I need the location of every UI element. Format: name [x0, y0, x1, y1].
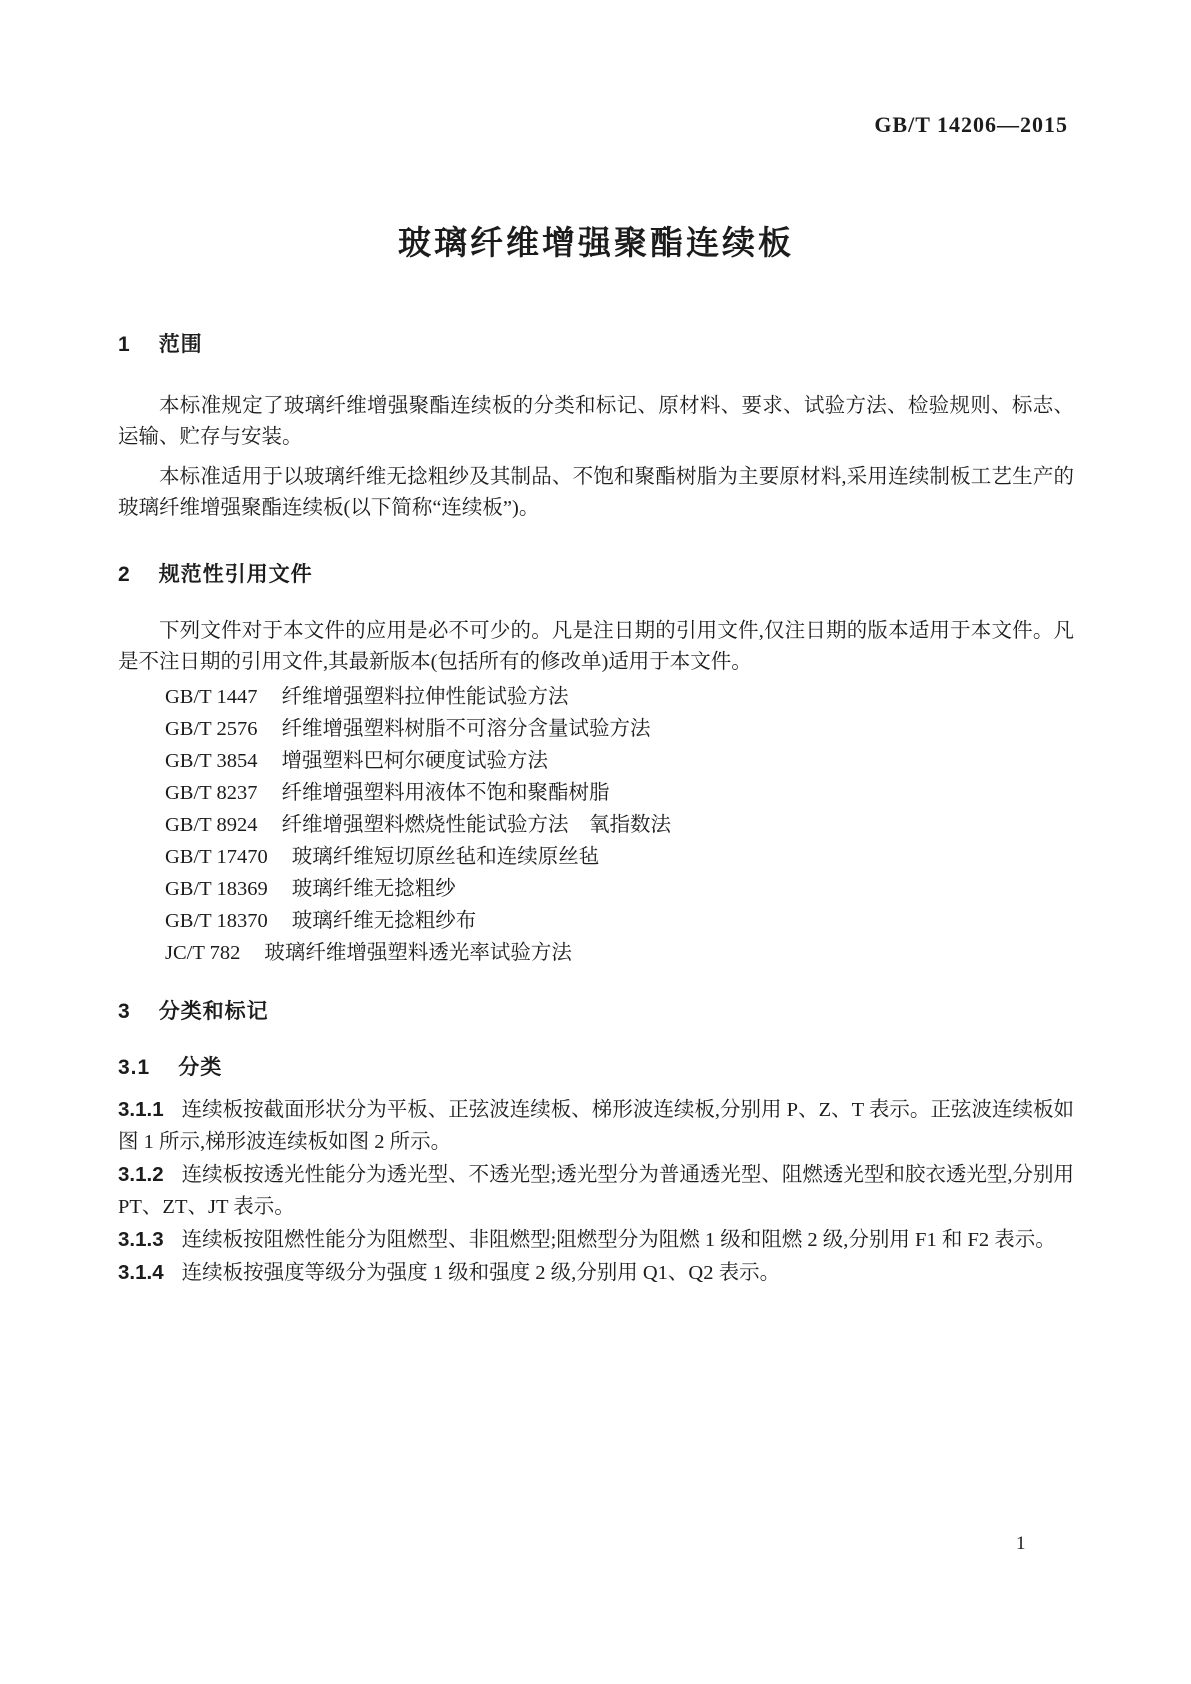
clause-text: 连续板按强度等级分为强度 1 级和强度 2 级,分别用 Q1、Q2 表示。	[181, 1262, 781, 1284]
section-1-number: 1	[118, 333, 131, 356]
section-3-1-title: 分类	[178, 1056, 223, 1079]
section-2-heading	[118, 560, 1074, 590]
section-3-heading	[118, 997, 1074, 1027]
reference-code: GB/T 3854	[165, 750, 258, 772]
reference-item	[165, 937, 1074, 969]
reference-code: GB/T 1447	[165, 686, 258, 708]
reference-item	[165, 681, 1074, 713]
reference-item	[165, 777, 1074, 809]
document-title: 玻璃纤维增强聚酯连续板	[398, 224, 794, 261]
page-number: 1	[1016, 1533, 1026, 1554]
clause-3-1-2	[118, 1159, 1074, 1223]
clause-text: 连续板按透光性能分为透光型、不透光型;透光型分为普通透光型、阻燃透光型和胶衣透光型,分别用 PT、ZT、JT 表示。	[118, 1164, 1074, 1218]
reference-title: 纤维增强塑料树脂不可溶分含量试验方法	[281, 718, 651, 740]
clause-3-1-4	[118, 1257, 1074, 1289]
section-2-number: 2	[118, 563, 131, 586]
section-1-title: 范围	[158, 333, 203, 356]
clause-number: 3.1.3	[118, 1228, 164, 1251]
reference-title: 增强塑料巴柯尔硬度试验方法	[281, 750, 548, 772]
clause-3-1-1	[118, 1094, 1074, 1158]
reference-title: 玻璃纤维增强塑料透光率试验方法	[264, 942, 572, 964]
reference-item	[165, 905, 1074, 937]
clause-number: 3.1.1	[118, 1098, 164, 1121]
section-3-number: 3	[118, 1000, 131, 1023]
clause-number: 3.1.4	[118, 1261, 164, 1284]
section-1-heading	[118, 330, 1074, 360]
reference-item	[165, 841, 1074, 873]
reference-title: 玻璃纤维无捻粗纱	[291, 878, 456, 900]
reference-code: GB/T 18370	[165, 910, 268, 932]
reference-title: 玻璃纤维无捻粗纱布	[291, 910, 477, 932]
classification-clauses	[118, 1094, 1074, 1289]
reference-code: GB/T 2576	[165, 718, 258, 740]
reference-code: GB/T 8237	[165, 782, 258, 804]
reference-code: GB/T 8924	[165, 814, 258, 836]
section-3-1-number: 3.1	[118, 1056, 151, 1079]
section-1-paragraph-2: 本标准适用于以玻璃纤维无捻粗纱及其制品、不饱和聚酯树脂为主要原材料,采用连续制板工艺生产的玻璃纤维增强聚酯连续板(以下简称“连续板”)。	[118, 466, 1074, 519]
standard-number-header: GB/T 14206—2015	[874, 112, 1068, 137]
reference-title: 玻璃纤维短切原丝毡和连续原丝毡	[291, 846, 600, 868]
clause-3-1-3	[118, 1224, 1074, 1256]
section-2-paragraph-1: 下列文件对于本文件的应用是必不可少的。凡是注日期的引用文件,仅注日期的版本适用于本文件。凡是不注日期的引用文件,其最新版本(包括所有的修改单)适用于本文件。	[118, 620, 1074, 673]
reference-title: 纤维增强塑料拉伸性能试验方法	[281, 686, 569, 708]
clause-number: 3.1.2	[118, 1163, 164, 1186]
reference-item	[165, 713, 1074, 745]
reference-item	[165, 745, 1074, 777]
reference-title: 纤维增强塑料用液体不饱和聚酯树脂	[281, 782, 610, 804]
reference-code: JC/T 782	[165, 942, 241, 964]
section-3-1-heading	[118, 1053, 1074, 1083]
normative-reference-list	[118, 681, 1074, 969]
reference-code: GB/T 18369	[165, 878, 268, 900]
reference-item	[165, 873, 1074, 905]
reference-item	[165, 809, 1074, 841]
section-2-title: 规范性引用文件	[158, 563, 313, 586]
clause-text: 连续板按截面形状分为平板、正弦波连续板、梯形波连续板,分别用 P、Z、T 表示。正弦波连续板如图 1 所示,梯形波连续板如图 2 所示。	[118, 1099, 1074, 1153]
clause-text: 连续板按阻燃性能分为阻燃型、非阻燃型;阻燃型分为阻燃 1 级和阻燃 2 级,分别用 F1 和 F2 表示。	[181, 1229, 1056, 1251]
section-1-paragraph-1: 本标准规定了玻璃纤维增强聚酯连续板的分类和标记、原材料、要求、试验方法、检验规则、标志、运输、贮存与安装。	[118, 395, 1074, 448]
page-content	[118, 0, 1074, 1289]
reference-code: GB/T 17470	[165, 846, 268, 868]
reference-title: 纤维增强塑料燃烧性能试验方法 氧指数法	[281, 814, 671, 836]
section-3-title: 分类和标记	[158, 1000, 269, 1023]
